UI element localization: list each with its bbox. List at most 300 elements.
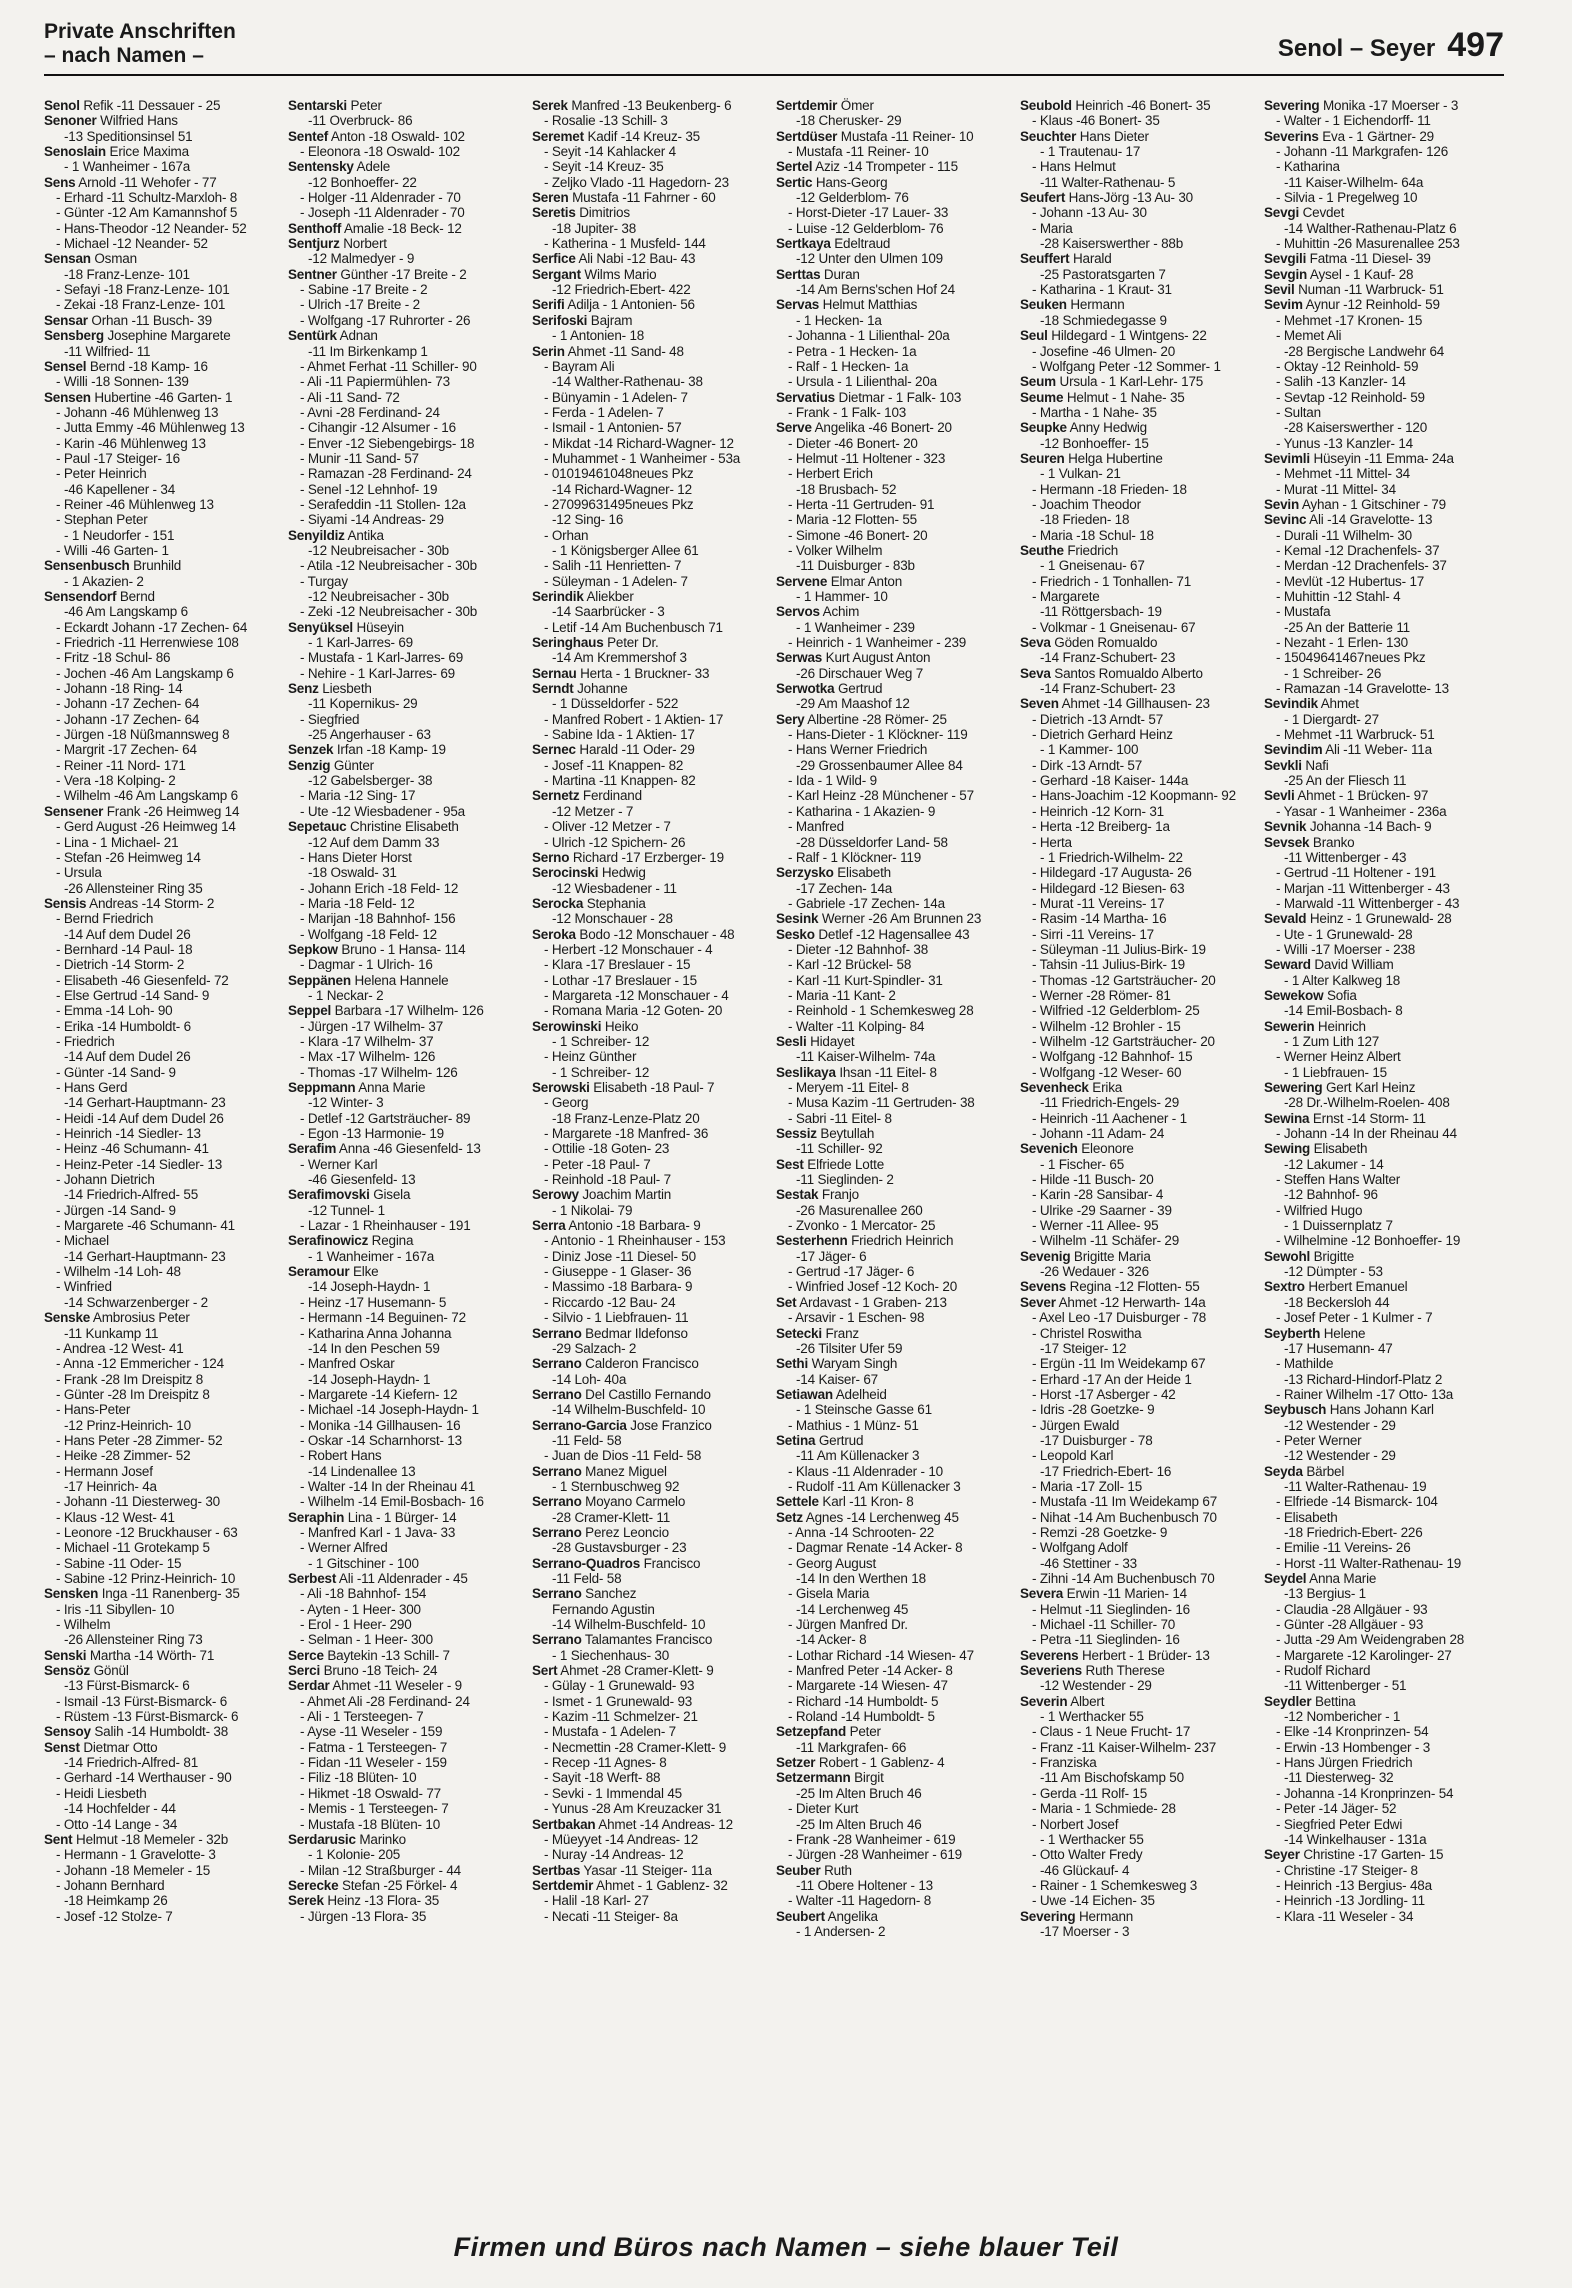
sub-entry: - Dieter -46 Bonert- 20	[788, 435, 918, 451]
entry-continuation: -29 Grossenbaumer Allee 84	[796, 757, 963, 773]
column-1	[44, 98, 284, 2228]
entry-continuation: -18 Jupiter- 38	[552, 220, 637, 236]
entry-continuation: -12 Nombericher - 1	[1284, 1709, 1401, 1725]
sub-entry: - Ulrich -17 Breite - 2	[300, 297, 420, 313]
sub-entry: - Günter -12 Am Kamannshof 5	[56, 205, 238, 221]
surname-entry: Seva Göden Romualdo	[1020, 635, 1158, 651]
entry-continuation: -11 Sieglinden- 2	[796, 1172, 894, 1188]
surname-entry: Senzek Irfan -18 Kamp- 19	[288, 742, 446, 758]
surname-entry: Senzig Günter	[288, 757, 374, 773]
sub-entry: - Ismet - 1 Grunewald- 93	[544, 1693, 693, 1709]
sub-entry: - Margarete -14 Kiefern- 12	[300, 1386, 458, 1402]
sub-entry: - Georg August	[788, 1555, 877, 1571]
sub-entry: - Erhard -11 Schultz-Marxloh- 8	[56, 190, 238, 206]
entry-continuation: -17 Heinrich- 4a	[64, 1478, 157, 1494]
sub-entry: - Yasar - 1 Wanheimer - 236a	[1276, 803, 1447, 819]
surname-entry: Serrano Moyano Carmelo	[532, 1494, 686, 1510]
surname-entry: Sertbas Yasar -11 Steiger- 11a	[532, 1862, 712, 1878]
sub-entry: - Hans-Theodor -12 Neander- 52	[56, 220, 247, 236]
sub-entry: - Margarete -14 Wiesen- 47	[788, 1678, 948, 1694]
sub-entry: - Monika -14 Gillhausen- 16	[300, 1417, 461, 1433]
surname-entry: Setina Gertrud	[776, 1432, 864, 1448]
sub-entry: - Jürgen Manfred Dr.	[788, 1617, 908, 1633]
sub-entry: - Norbert Josef	[1032, 1816, 1119, 1832]
surname-entry: Seupke Anny Hedwig	[1020, 420, 1147, 436]
sub-entry: - Johanna -14 Kronprinzen- 54	[1276, 1785, 1454, 1801]
entry-continuation: -14 In den Werthen 18	[796, 1571, 926, 1586]
entry-continuation: - 1 Akazien- 2	[64, 573, 144, 589]
sub-entry: - Johann -11 Adam- 24	[1032, 1126, 1165, 1142]
entry-continuation: -11 Obere Holtener - 13	[796, 1877, 933, 1893]
entry-continuation: -25 Im Alten Bruch 46	[796, 1816, 922, 1832]
entry-continuation: -12 Neubreisacher - 30b	[308, 542, 449, 558]
surname-entry: Sentner Günther -17 Breite - 2	[288, 266, 467, 282]
sub-entry: - Nezaht - 1 Erlen- 130	[1276, 635, 1408, 651]
entry-continuation: -18 Beckersloh 44	[1284, 1294, 1390, 1310]
sub-entry: - Dietrich -14 Storm- 2	[56, 957, 185, 973]
surname-entry: Serifoski Bajram	[532, 312, 633, 328]
sub-entry: - Maria -12 Flotten- 55	[788, 512, 917, 528]
surname-entry: Sertdüser Mustafa -11 Reiner- 10	[776, 128, 974, 144]
sub-entry: - Rudolf Richard	[1276, 1663, 1371, 1679]
surname-entry: Sentürk Adnan	[288, 328, 378, 344]
surname-entry: Sensöz Gönül	[44, 1663, 129, 1679]
entry-continuation: - 1 Wanheimer - 167a	[64, 159, 191, 175]
surname-entry: Setzer Robert - 1 Gablenz- 4	[776, 1755, 945, 1771]
entry-continuation: - 1 Zum Lith 127	[1284, 1033, 1380, 1049]
surname-entry: Senst Dietmar Otto	[44, 1739, 158, 1755]
entry-continuation: -14 Hochfelder - 44	[64, 1801, 176, 1817]
sub-entry: - Ali -11 Sand- 72	[300, 389, 400, 405]
surname-entry: Serrano Calderon Francisco	[532, 1356, 699, 1372]
surname-entry: Senol Refik -11 Dessauer - 25	[44, 98, 221, 113]
surname-entry: Seringhaus Peter Dr.	[532, 635, 659, 651]
sub-entry: - Avni -28 Ferdinand- 24	[300, 404, 440, 420]
sub-entry: - Diniz Jose -11 Diesel- 50	[544, 1248, 696, 1264]
sub-entry: - 01019461048neues Pkz	[544, 466, 694, 482]
entry-continuation: -18 Schmiedegasse 9	[1040, 312, 1167, 328]
sub-entry: - Werner Karl	[300, 1156, 378, 1172]
sub-entry: - Karl -11 Kurt-Spindler- 31	[788, 972, 943, 988]
entry-continuation: -14 Gerhart-Hauptmann- 23	[64, 1095, 226, 1111]
sub-entry: - Zvonko - 1 Mercator- 25	[788, 1218, 936, 1234]
entry-continuation: -14 Richard-Wagner- 12	[552, 481, 692, 497]
header-rule	[44, 74, 1504, 76]
sub-entry: - Johann -18 Memeler - 15	[56, 1862, 211, 1878]
sub-entry: - Peter -18 Paul- 7	[544, 1156, 651, 1172]
entry-continuation: -14 Lerchenweg 45	[796, 1601, 909, 1617]
entry-continuation: -17 Duisburger - 78	[1040, 1432, 1153, 1448]
sub-entry: - Roland -14 Humboldt- 5	[788, 1709, 935, 1725]
sub-entry: - Simone -46 Bonert- 20	[788, 527, 928, 543]
entry-continuation: - 1 Werthacker 55	[1040, 1831, 1144, 1847]
entry-continuation: -26 Masurenallee 260	[796, 1202, 923, 1218]
sub-entry: - Durali -11 Wilhelm- 30	[1276, 527, 1412, 543]
surname-entry: Sest Elfriede Lotte	[776, 1156, 885, 1172]
sub-entry: - Jürgen -14 Sand- 9	[56, 1202, 176, 1218]
entry-continuation: - 1 Hammer- 10	[796, 589, 888, 604]
entry-continuation: -11 Kaiser-Wilhelm- 64a	[1284, 174, 1424, 190]
sub-entry: - Wolfgang Peter -12 Sommer- 1	[1032, 358, 1221, 374]
sub-entry: - Manfred Peter -14 Acker- 8	[788, 1663, 953, 1679]
entry-continuation: -11 Wittenberger - 43	[1284, 849, 1407, 865]
sub-entry: - Gisela Maria	[788, 1586, 870, 1602]
entry-continuation: -46 Giesenfeld- 13	[308, 1172, 416, 1188]
entry-continuation: -13 Bergius- 1	[1284, 1586, 1366, 1602]
entry-continuation: -14 Friedrich-Alfred- 81	[64, 1755, 198, 1771]
entry-continuation: -14 Friedrich-Alfred- 55	[64, 1187, 198, 1203]
sub-entry: - Max -17 Wilhelm- 126	[300, 1049, 436, 1065]
entry-continuation: - 1 Siechenhaus- 30	[552, 1647, 670, 1663]
sub-entry: - Sabri -11 Eitel- 8	[788, 1110, 892, 1126]
sub-entry: - Kemal -12 Drachenfels- 37	[1276, 542, 1440, 558]
sub-entry: - Silvio - 1 Liebfrauen- 11	[544, 1310, 689, 1326]
sub-entry: - Orhan	[544, 527, 589, 543]
entry-continuation: -28 Bergische Landwehr 64	[1284, 343, 1445, 359]
surname-entry: Serowinski Heiko	[532, 1018, 639, 1034]
sub-entry: - Rainer - 1 Schemkesweg 3	[1032, 1877, 1198, 1893]
sub-entry: - Johann -46 Mühlenweg 13	[56, 404, 219, 420]
entry-continuation: -12 Neubreisacher - 30b	[308, 589, 449, 604]
sub-entry: - Katharina - 1 Kraut- 31	[1032, 282, 1172, 298]
surname-entry: Setiawan Adelheid	[776, 1386, 887, 1402]
directory-columns	[44, 98, 1504, 2228]
surname-entry: Seyer Christine -17 Garten- 15	[1264, 1847, 1444, 1863]
sub-entry: - Hilde -11 Busch- 20	[1032, 1172, 1154, 1188]
sub-entry: - Muhammet - 1 Wanheimer - 53a	[544, 450, 741, 466]
sub-entry: - Sabine -17 Breite - 2	[300, 282, 428, 298]
sub-entry: - Musa Kazim -11 Gertruden- 38	[788, 1095, 975, 1111]
entry-continuation: -14 Winkelhauser - 131a	[1284, 1831, 1427, 1847]
surname-entry: Seul Hildegard - 1 Wintgens- 22	[1020, 328, 1207, 344]
surname-entry: Seramour Elke	[288, 1264, 379, 1280]
surname-entry: Sevald Heinz - 1 Grunewald- 28	[1264, 911, 1452, 927]
entry-continuation: -12 Westender - 29	[1284, 1448, 1396, 1464]
surname-entry: Serecke Stefan -25 Förkel- 4	[288, 1877, 458, 1893]
surname-entry: Senthoff Amalie -18 Beck- 12	[288, 220, 462, 236]
surname-entry: Seretis Dimitrios	[532, 205, 630, 221]
surname-entry: Sevim Aynur -12 Reinhold- 59	[1264, 297, 1440, 313]
sub-entry: - Selman - 1 Heer- 300	[300, 1632, 433, 1648]
sub-entry: - Idris -28 Goetzke- 9	[1032, 1402, 1155, 1418]
sub-entry: - Friedrich	[56, 1033, 115, 1049]
sub-entry: - Dagmar - 1 Ulrich- 16	[300, 957, 433, 973]
surname-entry: Sevsek Branko	[1264, 834, 1355, 850]
sub-entry: - Murat -11 Vereins- 17	[1032, 895, 1165, 911]
entry-continuation: -14 Emil-Bosbach- 8	[1284, 1003, 1403, 1019]
sub-entry: - Hans Dieter Horst	[300, 849, 412, 865]
surname-entry: Seva Santos Romualdo Alberto	[1020, 665, 1203, 681]
entry-continuation: -17 Steiger- 12	[1040, 1340, 1127, 1356]
sub-entry: - Günter -14 Sand- 9	[56, 1064, 176, 1080]
surname-entry: Seremet Kadif -14 Kreuz- 35	[532, 128, 700, 144]
sub-entry: - Wilhelm -11 Schäfer- 29	[1032, 1233, 1180, 1249]
surname-entry: Serdarusic Marinko	[288, 1831, 406, 1847]
entry-continuation: -18 Oswald- 31	[308, 865, 397, 881]
sub-entry: - Giuseppe - 1 Glaser- 36	[544, 1264, 692, 1280]
sub-entry: - Mustafa -18 Blüten- 10	[300, 1816, 441, 1832]
entry-continuation: -11 Im Birkenkamp 1	[308, 343, 428, 359]
entry-continuation: -46 Stettiner - 33	[1040, 1555, 1137, 1571]
entry-continuation: -14 Gerhart-Hauptmann- 23	[64, 1248, 226, 1264]
sub-entry: - Stefan -26 Heimweg 14	[56, 849, 201, 865]
entry-continuation: - 1 Antonien- 18	[552, 328, 645, 344]
surname-entry: Sessiz Beytullah	[776, 1126, 875, 1142]
entry-continuation: -14 Saarbrücker - 3	[552, 604, 665, 620]
sub-entry: - 27099631495neues Pkz	[544, 496, 694, 512]
surname-entry: Seydel Anna Marie	[1264, 1571, 1377, 1586]
entry-continuation: -12 Gabelsberger- 38	[308, 773, 433, 789]
sub-entry: - Johann -18 Ring- 14	[56, 681, 183, 697]
surname-entry: Severens Herbert - 1 Brüder- 13	[1020, 1647, 1210, 1663]
sub-entry: - Volkmar - 1 Gneisenau- 67	[1032, 619, 1196, 635]
sub-entry: - Martha - 1 Nahe- 35	[1032, 404, 1157, 420]
sub-entry: - Atila -12 Neubreisacher - 30b	[300, 558, 477, 574]
sub-entry: - Herta	[1032, 834, 1072, 850]
sub-entry: - Herta -12 Breiberg- 1a	[1032, 819, 1170, 835]
surname-entry: Sevil Numan -11 Warbruck- 51	[1264, 282, 1444, 298]
sub-entry: - Maria - 1 Schmiede- 28	[1032, 1801, 1176, 1817]
sub-entry: - Ralf - 1 Klöckner- 119	[788, 849, 922, 865]
sub-entry: - Mehmet -11 Mittel- 34	[1276, 466, 1410, 482]
surname-entry: Sergant Wilms Mario	[532, 266, 657, 282]
entry-continuation: -12 Lakumer - 14	[1284, 1156, 1384, 1172]
entry-continuation: -12 Prinz-Heinrich- 10	[64, 1417, 191, 1433]
sub-entry: - Josef Peter - 1 Kulmer - 7	[1276, 1310, 1433, 1326]
sub-entry: - Hermann -14 Beguinen- 72	[300, 1310, 466, 1326]
sub-entry: - Rosalie -13 Schill- 3	[544, 113, 668, 129]
surname-entry: Sensener Frank -26 Heimweg 14	[44, 803, 240, 819]
surname-entry: Seward David William	[1264, 957, 1394, 973]
sub-entry: - Massimo -18 Barbara- 9	[544, 1279, 693, 1295]
sub-entry: - Lothar Richard -14 Wiesen- 47	[788, 1647, 974, 1663]
surname-entry: Servene Elmar Anton	[776, 573, 903, 589]
sub-entry: - Dirk -13 Arndt- 57	[1032, 757, 1143, 773]
surname-entry: Sewohl Brigitte	[1264, 1248, 1355, 1264]
surname-entry: Serifi Adilja - 1 Antonien- 56	[532, 297, 695, 313]
surname-entry: Serek Heinz -13 Flora- 35	[288, 1893, 440, 1909]
entry-continuation: -12 Westender - 29	[1284, 1417, 1396, 1433]
surname-entry: Sevenich Eleonore	[1020, 1141, 1134, 1157]
surname-entry: Sevindik Ahmet	[1264, 696, 1359, 712]
entry-continuation: -11 Kaiser-Wilhelm- 74a	[796, 1049, 936, 1065]
entry-continuation: -14 Loh- 40a	[552, 1371, 627, 1387]
surname-entry: Sensenbusch Brunhild	[44, 558, 182, 574]
entry-continuation: -12 Metzer - 7	[552, 803, 634, 819]
sub-entry: - Katharina - 1 Akazien- 9	[788, 803, 936, 819]
surname-entry: Serrano-Garcia Jose Franzico	[532, 1417, 712, 1433]
sub-entry: - Klaus -46 Bonert- 35	[1032, 113, 1160, 129]
surname-entry: Sernetz Ferdinand	[532, 788, 642, 804]
header-title-line2: – nach Namen –	[44, 44, 204, 67]
entry-continuation: -18 Cherusker- 29	[796, 113, 902, 129]
surname-entry: Sestak Franjo	[776, 1187, 859, 1203]
entry-continuation: -12 Bonhoeffer- 22	[308, 174, 417, 190]
sub-entry: - Fidan -11 Weseler - 159	[300, 1755, 447, 1771]
sub-entry: - Kazim -11 Schmelzer- 21	[544, 1709, 698, 1725]
sub-entry: - Heidi -14 Auf dem Dudel 26	[56, 1110, 224, 1126]
surname-entry: Seppänen Helena Hannele	[288, 972, 449, 988]
sub-entry: - Manfred Karl - 1 Java- 33	[300, 1524, 456, 1540]
surname-entry: Sesterhenn Friedrich Heinrich	[776, 1233, 954, 1249]
entry-continuation: -12 Friedrich-Ebert- 422	[552, 282, 691, 298]
surname-entry: Serrano Perez Leoncio	[532, 1524, 669, 1540]
sub-entry: - Josefine -46 Ulmen- 20	[1032, 343, 1176, 359]
sub-entry: - Maria -17 Zoll- 15	[1032, 1478, 1143, 1494]
entry-continuation: - 1 Königsberger Allee 61	[552, 542, 699, 558]
entry-continuation: -17 Jäger- 6	[796, 1248, 867, 1264]
sub-entry: - Winfried Josef -12 Koch- 20	[788, 1279, 958, 1295]
surname-entry: Sevgili Fatma -11 Diesel- 39	[1264, 251, 1431, 267]
entry-continuation: -11 Am Bischofskamp 50	[1040, 1770, 1184, 1786]
sub-entry: - Wilhelm -12 Brohler - 15	[1032, 1018, 1181, 1034]
surname-entry: Serno Richard -17 Erzberger- 19	[532, 849, 724, 865]
sub-entry: - Eckardt Johann -17 Zechen- 64	[56, 619, 248, 635]
column-2	[288, 98, 528, 2228]
sub-entry: - Heinz-Peter -14 Siedler- 13	[56, 1156, 223, 1172]
sub-entry: - Wolfgang -12 Weser- 60	[1032, 1064, 1182, 1080]
surname-entry: Sethi Waryam Singh	[776, 1356, 898, 1372]
surname-entry: Seppmann Anna Marie	[288, 1080, 426, 1095]
sub-entry: - Stephan Peter	[56, 512, 148, 528]
sub-entry: - Reinhold - 1 Schemkesweg 28	[788, 1003, 974, 1019]
sub-entry: - Michael -11 Grotekamp 5	[56, 1540, 210, 1556]
sub-entry: - Oktay -12 Reinhold- 59	[1276, 358, 1419, 374]
surname-entry: Sevli Ahmet - 1 Brücken- 97	[1264, 788, 1429, 804]
surname-entry: Servatius Dietmar - 1 Falk- 103	[776, 389, 962, 405]
sub-entry: - Emma -14 Loh- 90	[56, 1003, 173, 1019]
sub-entry: - Walter -11 Kolping- 84	[788, 1018, 925, 1034]
column-6	[1264, 98, 1504, 2228]
surname-entry: Sevgi Cevdet	[1264, 205, 1345, 221]
entry-continuation: -11 Walter-Rathenau- 5	[1040, 174, 1176, 190]
sub-entry: - Herbert -12 Monschauer - 4	[544, 941, 713, 957]
sub-entry: - Nuray -14 Andreas- 12	[544, 1847, 684, 1863]
sub-entry: - Mevlüt -12 Hubertus- 17	[1276, 573, 1425, 589]
surname-entry: Sentjurz Norbert	[288, 236, 387, 252]
surname-entry: Sensendorf Bernd	[44, 589, 155, 604]
sub-entry: - Seyit -14 Kreuz- 35	[544, 159, 664, 175]
sub-entry: - Merdan -12 Drachenfels- 37	[1276, 558, 1447, 574]
entry-continuation: -18 Frieden- 18	[1040, 512, 1130, 528]
sub-entry: - Hermann -18 Frieden- 18	[1032, 481, 1187, 497]
surname-entry: Serci Bruno -18 Teich- 24	[288, 1663, 438, 1679]
entry-continuation: -14 Kaiser- 67	[796, 1371, 878, 1387]
sub-entry: - Willi -17 Moerser - 238	[1276, 941, 1416, 957]
sub-entry: - Margarete -12 Karolinger- 27	[1276, 1647, 1452, 1663]
sub-entry: - 15049641467neues Pkz	[1276, 650, 1426, 666]
sub-entry: - Ahmet Ferhat -11 Schiller- 90	[300, 358, 477, 374]
sub-entry: - Ayse -11 Weseler - 159	[300, 1724, 443, 1740]
entry-continuation: -14 Auf dem Dudel 26	[64, 1049, 191, 1065]
sub-entry: - Anna -14 Schrooten- 22	[788, 1524, 935, 1540]
entry-continuation: -14 Wilhelm-Buschfeld- 10	[552, 1402, 706, 1418]
surname-entry: Sertic Hans-Georg	[776, 174, 888, 190]
sub-entry: - Reiner -46 Mühlenweg 13	[56, 496, 214, 512]
entry-continuation: -46 Glückauf- 4	[1040, 1862, 1130, 1878]
sub-entry: - Karin -46 Mühlenweg 13	[56, 435, 206, 451]
sub-entry: - Johann Dietrich	[56, 1172, 155, 1188]
sub-entry: - Klara -11 Weseler - 34	[1276, 1908, 1414, 1924]
entry-continuation: -46 Kapellener - 34	[64, 481, 176, 497]
surname-entry: Serek Manfred -13 Beukenberg- 6	[532, 98, 732, 113]
surname-entry: Seuber Ruth	[776, 1862, 852, 1878]
sub-entry: - Michael -11 Schiller- 70	[1032, 1617, 1176, 1633]
surname-entry: Seraphin Lina - 1 Bürger- 14	[288, 1509, 457, 1525]
sub-entry: - Klara -17 Breslauer - 15	[544, 957, 691, 973]
entry-continuation: -25 Pastoratsgarten 7	[1040, 266, 1166, 282]
sub-entry: - Arsavir - 1 Eschen- 98	[788, 1310, 925, 1326]
surname-entry: Sentensky Adele	[288, 159, 391, 175]
sub-entry: - Bernd Friedrich	[56, 911, 154, 927]
surname-entry: Sertel Aziz -14 Trompeter - 115	[776, 159, 958, 175]
sub-entry: - Jürgen -17 Wilhelm- 37	[300, 1018, 444, 1034]
sub-entry: - Dieter -12 Bahnhof- 38	[788, 941, 929, 957]
surname-entry: Seren Mustafa -11 Fahrner - 60	[532, 190, 716, 206]
entry-continuation: -11 Diesterweg- 32	[1284, 1770, 1394, 1786]
sub-entry: - Christel Roswitha	[1032, 1325, 1142, 1341]
sub-entry: - Hans Helmut	[1032, 159, 1116, 175]
sub-entry: - Manfred Oskar	[300, 1356, 395, 1372]
surname-entry: Sensel Bernd -18 Kamp- 16	[44, 358, 208, 374]
sub-entry: - Heinz -17 Husemann- 5	[300, 1294, 447, 1310]
sub-entry: - Maria -11 Kant- 2	[788, 987, 896, 1003]
entry-continuation: -11 Feld- 58	[552, 1571, 622, 1586]
sub-entry: - Margarete -46 Schumann- 41	[56, 1218, 235, 1234]
sub-entry: - Heinrich -14 Siedler- 13	[56, 1126, 201, 1142]
sub-entry: - Rasim -14 Martha- 16	[1032, 911, 1167, 927]
entry-continuation: -28 Cramer-Klett- 11	[552, 1509, 671, 1525]
sub-entry: - Jürgen -28 Wanheimer - 619	[788, 1847, 962, 1863]
sub-entry: - Senel -12 Lehnhof- 19	[300, 481, 438, 497]
sub-entry: - Johann Bernhard	[56, 1877, 165, 1893]
entry-continuation: - 1 Düsseldorfer - 522	[552, 696, 679, 712]
sub-entry: - Horst -17 Asberger - 42	[1032, 1386, 1176, 1402]
sub-entry: - Günter -28 Allgäuer - 93	[1276, 1617, 1424, 1633]
sub-entry: - Helmut -11 Holtener - 323	[788, 450, 946, 466]
surname-entry: Sevinc Ali -14 Gravelotte- 13	[1264, 512, 1433, 528]
sub-entry: - Sabine -12 Prinz-Heinrich- 10	[56, 1571, 236, 1586]
entry-continuation: -14 Schwarzenberger - 2	[64, 1294, 208, 1310]
entry-continuation: -28 Dr.-Wilhelm-Roelen- 408	[1284, 1095, 1450, 1111]
sub-entry: - Nehire - 1 Karl-Jarres- 69	[300, 665, 455, 681]
sub-entry: - Gerd August -26 Heimweg 14	[56, 819, 236, 835]
entry-continuation: -14 Am Berns'schen Hof 24	[796, 282, 955, 298]
entry-continuation: -12 Bonhoeffer- 15	[1040, 435, 1149, 451]
sub-entry: - Ute - 1 Grunewald- 28	[1276, 926, 1413, 942]
entry-continuation: -11 Am Küllenacker 3	[796, 1448, 920, 1464]
surname-entry: Sevenig Brigitte Maria	[1020, 1248, 1151, 1264]
surname-entry: Seume Helmut - 1 Nahe- 35	[1020, 389, 1185, 405]
sub-entry: - Josef -12 Stolze- 7	[56, 1908, 173, 1924]
sub-entry: - Ali - 1 Tersteegen- 7	[300, 1709, 424, 1725]
entry-continuation: -11 Walter-Rathenau- 19	[1284, 1478, 1427, 1494]
sub-entry: - Rainer Wilhelm -17 Otto- 13a	[1276, 1386, 1454, 1402]
sub-entry: - Seyit -14 Kahlacker 4	[544, 144, 676, 160]
surname-entry: Sever Ahmet -12 Herwarth- 14a	[1020, 1294, 1206, 1310]
sub-entry: - Johann -11 Diesterweg- 30	[56, 1494, 220, 1510]
sub-entry: - Anna -12 Emmericher - 124	[56, 1356, 224, 1372]
sub-entry: - Katherina - 1 Musfeld- 144	[544, 236, 706, 252]
entry-continuation: -26 Dirschauer Weg 7	[796, 665, 924, 681]
sub-entry: - Ulrich -12 Spichern- 26	[544, 834, 686, 850]
sub-entry: - Leopold Karl	[1032, 1448, 1114, 1464]
entry-continuation: -26 Tilsiter Ufer 59	[796, 1340, 903, 1356]
entry-continuation: -12 Wiesbadener - 11	[552, 880, 677, 896]
sub-entry: - Johann -11 Markgrafen- 126	[1276, 144, 1448, 160]
surname-entry: Seroka Bodo -12 Monschauer - 48	[532, 926, 735, 942]
sub-entry: - Maria -12 Sing- 17	[300, 788, 416, 804]
